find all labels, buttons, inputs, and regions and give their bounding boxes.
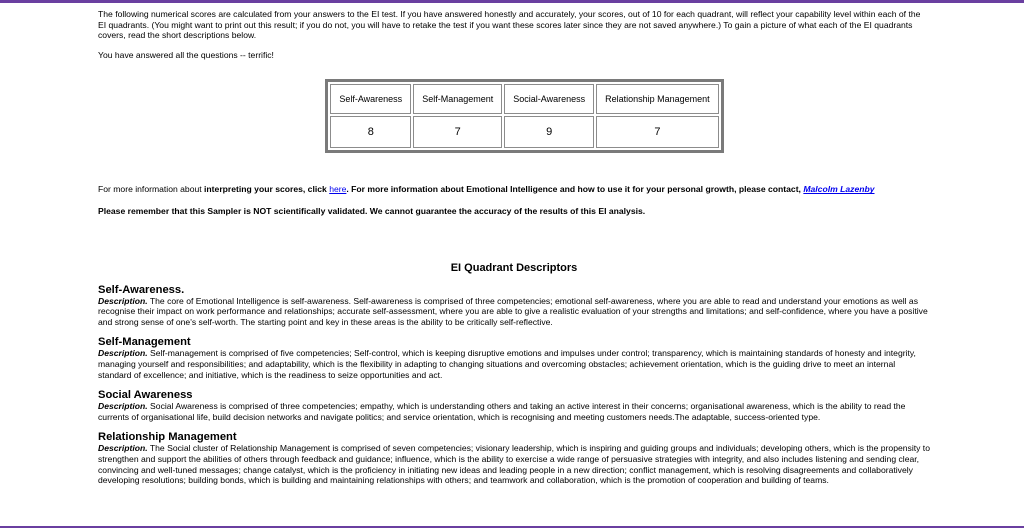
description-text: The Social cluster of Relationship Management is comprised of seven competencies; visionary leadership, which is inspiring and guiding groups and individuals; developing others, which is the propensity to strengthen and support the abilities of others through feedback and guidance; influence, which is the ability to exercise a wide range of persuasive strategies with integrity, and also includes listening and sending clear, convincing and well-tuned messages; change catalyst, which is the proficiency in initiating new ideas and leading people in a new direction; conflict management, which is resolving disagreements and collaboratively developing resolutions; building bonds, which is building and maintaining relationships with others; and teamwork and collaboration, which is the promotion of cooperation and building of teams. — [98, 443, 930, 486]
quadrant-description — [98, 296, 930, 328]
description-lead: Description. — [98, 295, 148, 306]
quadrant-self-awareness — [98, 284, 930, 328]
more-info-bold: interpreting your scores, click — [204, 184, 330, 195]
quadrant-relationship-management — [98, 431, 930, 485]
quadrant-self-management — [98, 336, 930, 380]
more-info-prefix: For more information about — [98, 184, 205, 195]
page-content — [98, 9, 930, 486]
scores-table-container — [98, 79, 930, 153]
scores-value-row — [330, 116, 718, 148]
scores-header-row — [330, 84, 718, 114]
more-info-paragraph — [98, 184, 930, 195]
scores-table — [325, 79, 723, 153]
description-text: The core of Emotional Intelligence is self-awareness. Self-awareness is comprised of three competencies; emotional self-awareness, where you are able to read and understand your emotions as well as recognise their impact on work performance and relationships; accurate self-assessment, where you are able to give a realistic evaluation of your strengths and limitations; and self-confidence, where you have a positive and strong sense of one's self-worth. The starting point and key in these areas is the ability to be critically self-reflective. — [98, 295, 928, 327]
score-social-awareness: 9 — [504, 116, 594, 148]
description-lead: Description. — [98, 443, 148, 454]
description-lead: Description. — [98, 348, 148, 359]
score-self-management: 7 — [413, 116, 502, 148]
intro-paragraph: The following numerical scores are calculated from your answers to the EI test. If you have answered honestly and accurately, your scores, out of 10 for each quadrant, will reflect your capability level within each of the EI quadrants. (You might want to print out this result; if you do not, you will have to retake the test if you want these scores later since they are not saved anywhere.) To gain a picture of what each of the EI quadrants covers, read the short descriptions below. — [98, 9, 921, 41]
quadrant-description — [98, 348, 930, 380]
header-self-awareness: Self-Awareness — [330, 84, 411, 114]
quadrant-title: Relationship Management — [98, 431, 237, 444]
header-self-management: Self-Management — [413, 84, 502, 114]
answered-message: You have answered all the questions -- terrific! — [98, 49, 274, 60]
window-top-accent-bar — [0, 0, 1024, 3]
quadrant-description — [98, 401, 930, 422]
quadrant-social-awareness — [98, 389, 930, 422]
score-relationship-management: 7 — [596, 116, 719, 148]
more-info-middle: . For more information about Emotional Intelligence and how to use it for your personal growth, please contact, — [346, 184, 804, 195]
quadrant-title: Self-Awareness. — [98, 283, 185, 296]
description-lead: Description. — [98, 401, 148, 412]
header-social-awareness: Social-Awareness — [504, 84, 594, 114]
quadrant-description — [98, 443, 930, 485]
descriptors-title: EI Quadrant Descriptors — [450, 261, 578, 274]
header-relationship-management: Relationship Management — [596, 84, 719, 114]
quadrant-title: Self-Management — [98, 336, 191, 349]
contact-malcolm-link[interactable]: Malcolm Lazenby — [803, 184, 875, 195]
disclaimer-text: Please remember that this Sampler is NOT scientifically validated. We cannot guarantee the accuracy of the results of this EI analysis. — [98, 205, 646, 216]
description-text: Social Awareness is comprised of three competencies; empathy, which is understanding others and taking an active interest in their concerns; organisational awareness, which is the ability to read the currents of organisational life, build decision networks and navigate politics; and service orientation, which is recognising and meeting customers needs.The adaptable, success-oriented type. — [98, 401, 906, 422]
score-self-awareness: 8 — [330, 116, 411, 148]
quadrant-title: Social Awareness — [98, 389, 193, 402]
description-text: Self-management is comprised of five competencies; Self-control, which is keeping disruptive emotions and impulses under control; transparency, which is maintaining standards of honesty and integrity, managing yourself and responsibilities; and adaptability, which is the flexibility in adapting to changing situations and overcoming obstacles; achievement orientation, which is the guiding drive to meet an internal standard of excellence; and initiative, which is the readiness to seize opportunities and act. — [98, 348, 916, 380]
interpreting-scores-link[interactable]: here — [329, 184, 347, 195]
